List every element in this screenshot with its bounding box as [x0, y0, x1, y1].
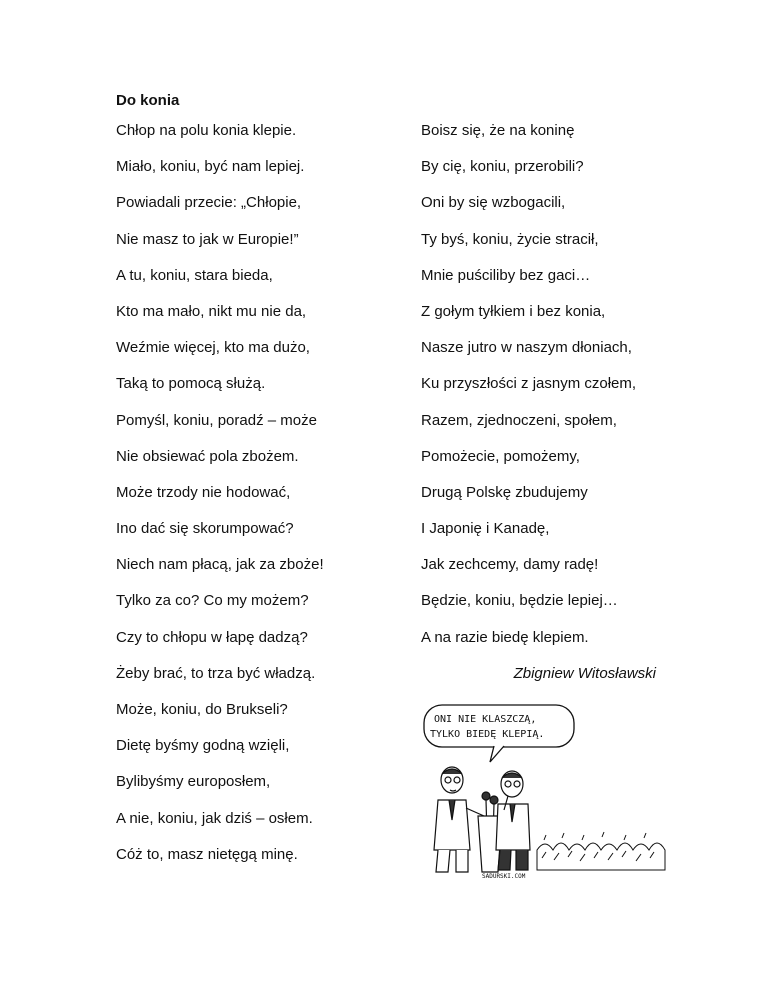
cartoon-credit: SADURSKI.COM [482, 873, 526, 880]
poem-author: Zbigniew Witosławski [513, 665, 656, 682]
left-verse-line: Kto ma mało, nikt mu nie da, [116, 302, 307, 320]
left-verse-line: Nie obsiewać pola zbożem. [116, 447, 299, 465]
left-verse-line: Dietę byśmy godną wzięli, [116, 737, 290, 755]
left-verse-line: Cóż to, masz nietęgą minę. [116, 845, 298, 863]
right-verse-line: Z gołym tyłkiem i bez konia, [421, 302, 606, 320]
right-verse-line: Razem, zjednoczeni, społem, [421, 411, 617, 429]
politician-figure-left [434, 767, 484, 872]
poem-title: Do konia [116, 92, 180, 109]
left-verse-line: A nie, koniu, jak dziś – osłem. [116, 809, 313, 827]
speech-line-1: ONI NIE KLASZCZĄ, [434, 714, 537, 725]
left-verse-line: Niech nam płacą, jak za zboże! [116, 556, 324, 574]
left-verse-line: Czy to chłopu w łapę dadzą? [116, 628, 308, 646]
left-verse-line: Chłop na polu konia klepie. [116, 122, 297, 139]
left-verse-line: Weźmie więcej, kto ma dużo, [116, 339, 310, 357]
right-verse-line: Boisz się, że na koninę [421, 122, 575, 139]
right-verse-line: Będzie, koniu, będzie lepiej… [421, 592, 618, 610]
left-verse-line: Pomyśl, koniu, poradź – może [116, 411, 317, 429]
cartoon-illustration [412, 700, 682, 880]
left-verse-line: Może, koniu, do Brukseli? [116, 701, 288, 718]
crowd-hands [537, 832, 665, 870]
left-verse-line: Miało, koniu, być nam lepiej. [116, 158, 305, 176]
politician-figure-right [496, 771, 530, 870]
right-verse-line: Pomożecie, pomożemy, [421, 447, 580, 465]
right-verse-line: By cię, koniu, przerobili? [421, 158, 584, 176]
poem-right-column [421, 121, 671, 664]
right-verse-line: Ty byś, koniu, życie stracił, [421, 230, 599, 248]
poem-left-column [116, 121, 406, 881]
right-verse-line: Drugą Polskę zbudujemy [421, 483, 588, 501]
left-verse-line: Ino dać się skorumpować? [116, 520, 294, 538]
speech-bubble [424, 705, 574, 762]
left-verse-line: Tylko za co? Co my możem? [116, 592, 309, 610]
right-verse-line: Oni by się wzbogacili, [421, 194, 566, 212]
right-verse-line: A na razie biedę klepiem. [421, 628, 589, 646]
left-verse-line: Taką to pomocą służą. [116, 375, 266, 393]
right-verse-line: Nasze jutro w naszym dłoniach, [421, 339, 632, 357]
left-verse-line: Nie masz to jak w Europie!” [116, 230, 299, 248]
left-verse-line: Bylibyśmy europosłem, [116, 773, 271, 791]
left-verse-line: Może trzody nie hodować, [116, 483, 291, 501]
right-verse-line: Ku przyszłości z jasnym czołem, [421, 375, 637, 393]
right-verse-line: Jak zechcemy, damy radę! [421, 556, 599, 574]
left-verse-line: Powiadali przecie: „Chłopie, [116, 194, 302, 212]
right-verse-line: I Japonię i Kanadę, [421, 520, 550, 538]
speech-line-2: TYLKO BIEDĘ KLEPIĄ. [430, 729, 545, 740]
left-verse-line: Żeby brać, to trza być władzą. [116, 664, 316, 682]
left-verse-line: A tu, koniu, stara bieda, [116, 266, 273, 284]
right-verse-line: Mnie puściliby bez gaci… [421, 266, 591, 284]
